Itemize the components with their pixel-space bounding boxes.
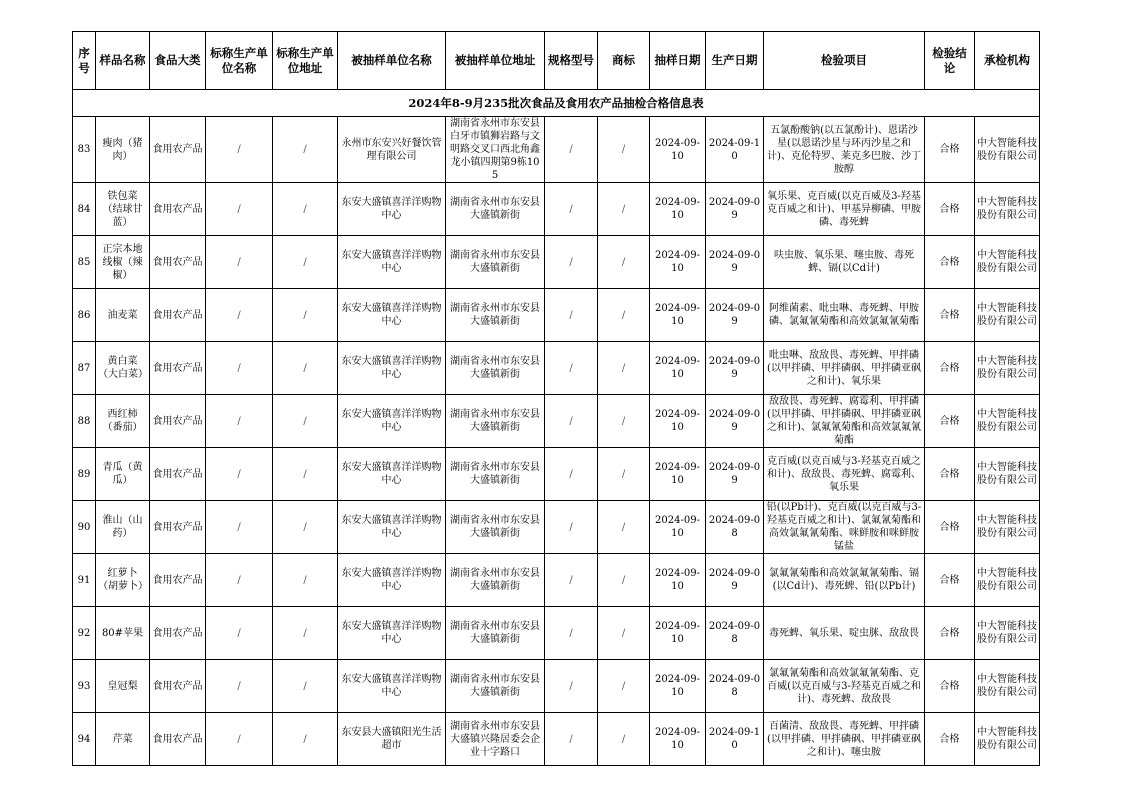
column-header: 食品大类	[150, 32, 206, 90]
cell-result: 合格	[925, 554, 975, 607]
cell-no: 94	[73, 713, 96, 766]
cell-brand: /	[598, 183, 650, 236]
cell-mfr-name: /	[206, 289, 273, 342]
cell-result: 合格	[925, 501, 975, 554]
cell-name: 皇冠梨	[96, 660, 150, 713]
cell-mfr-name: /	[206, 554, 273, 607]
cell-mfr-addr: /	[273, 183, 338, 236]
cell-sampled-name: 东安大盛镇喜洋洋购物中心	[338, 289, 446, 342]
table-row	[73, 342, 1040, 395]
cell-brand: /	[598, 289, 650, 342]
cell-items: 氯氟氰菊酯和高效氯氟氰菊酯、镉(以Cd计)、毒死蜱、铅(以Pb计)	[764, 554, 925, 607]
cell-sampled-addr: 湖南省永州市东安县大盛镇新街	[446, 236, 545, 289]
table-row	[73, 660, 1040, 713]
cell-mfr-addr: /	[273, 607, 338, 660]
cell-items: 克百威(以克百威与3-羟基克百威之和计)、敌敌畏、毒死蜱、腐霉利、氧乐果	[764, 448, 925, 501]
cell-spec: /	[545, 554, 598, 607]
cell-prod-date: 2024-09-08	[706, 660, 764, 713]
cell-mfr-name: /	[206, 236, 273, 289]
cell-sample-date: 2024-09-10	[650, 660, 706, 713]
cell-name: 油麦菜	[96, 289, 150, 342]
cell-spec: /	[545, 448, 598, 501]
cell-sampled-addr: 湖南省永州市东安县大盛镇新街	[446, 448, 545, 501]
cell-sampled-name: 东安大盛镇喜洋洋购物中心	[338, 342, 446, 395]
table-row	[73, 117, 1040, 183]
cell-sampled-name: 东安大盛镇喜洋洋购物中心	[338, 501, 446, 554]
column-header: 标称生产单位名称	[206, 32, 273, 90]
cell-items: 氯氟氰菊酯和高效氯氟氰菊酯、克百威(以克百威与3-羟基克百威之和计)、毒死蜱、敌敌畏	[764, 660, 925, 713]
cell-brand: /	[598, 117, 650, 183]
column-header: 检验结论	[925, 32, 975, 90]
column-header: 规格型号	[545, 32, 598, 90]
cell-sampled-name: 东安大盛镇喜洋洋购物中心	[338, 448, 446, 501]
cell-result: 合格	[925, 342, 975, 395]
cell-sampled-addr: 湖南省永州市东安县大盛镇新街	[446, 554, 545, 607]
column-header: 被抽样单位名称	[338, 32, 446, 90]
cell-lab: 中大智能科技股份有限公司	[975, 501, 1040, 554]
cell-sample-date: 2024-09-10	[650, 117, 706, 183]
cell-sampled-addr: 湖南省永州市东安县大盛镇兴隆居委会企业十字路口	[446, 713, 545, 766]
cell-result: 合格	[925, 660, 975, 713]
cell-name: 80#苹果	[96, 607, 150, 660]
cell-items: 铅(以Pb计)、克百威(以克百威与3-羟基克百威之和计)、氯氟氰菊酯和高效氯氟氰菊酯、咪鲜胺和咪鲜胺锰盐	[764, 501, 925, 554]
cell-sampled-name: 东安大盛镇喜洋洋购物中心	[338, 607, 446, 660]
cell-spec: /	[545, 236, 598, 289]
cell-name: 瘦肉（猪肉）	[96, 117, 150, 183]
cell-sampled-addr: 湖南省永州市东安县大盛镇新街	[446, 501, 545, 554]
cell-sampled-addr: 湖南省永州市东安县大盛镇新街	[446, 607, 545, 660]
cell-spec: /	[545, 395, 598, 448]
cell-lab: 中大智能科技股份有限公司	[975, 183, 1040, 236]
cell-sampled-name: 东安大盛镇喜洋洋购物中心	[338, 183, 446, 236]
cell-category: 食用农产品	[150, 342, 206, 395]
cell-sample-date: 2024-09-10	[650, 501, 706, 554]
cell-no: 87	[73, 342, 96, 395]
cell-mfr-name: /	[206, 660, 273, 713]
table-row	[73, 554, 1040, 607]
cell-sampled-name: 东安大盛镇喜洋洋购物中心	[338, 554, 446, 607]
cell-sampled-addr: 湖南省永州市东安县大盛镇新街	[446, 342, 545, 395]
cell-mfr-addr: /	[273, 554, 338, 607]
cell-sampled-addr: 湖南省永州市东安县白牙市镇狮岩路与文明路交叉口西北角鑫龙小镇四期第9栋105	[446, 117, 545, 183]
table-row	[73, 289, 1040, 342]
cell-lab: 中大智能科技股份有限公司	[975, 395, 1040, 448]
cell-brand: /	[598, 607, 650, 660]
column-header: 样品名称	[96, 32, 150, 90]
column-header: 序号	[73, 32, 96, 90]
cell-sampled-name: 东安大盛镇喜洋洋购物中心	[338, 236, 446, 289]
cell-sampled-addr: 湖南省永州市东安县大盛镇新街	[446, 289, 545, 342]
column-header: 生产日期	[706, 32, 764, 90]
cell-mfr-addr: /	[273, 236, 338, 289]
cell-items: 敌敌畏、毒死蜱、腐霉利、甲拌磷(以甲拌磷、甲拌磷砜、甲拌磷亚砜之和计)、氯氟氰菊酯和高效氯氟氰菊酯	[764, 395, 925, 448]
cell-name: 淮山（山药）	[96, 501, 150, 554]
cell-mfr-addr: /	[273, 660, 338, 713]
cell-sampled-addr: 湖南省永州市东安县大盛镇新街	[446, 395, 545, 448]
cell-mfr-addr: /	[273, 342, 338, 395]
cell-result: 合格	[925, 117, 975, 183]
cell-prod-date: 2024-09-09	[706, 183, 764, 236]
cell-prod-date: 2024-09-10	[706, 117, 764, 183]
cell-category: 食用农产品	[150, 289, 206, 342]
cell-sample-date: 2024-09-10	[650, 554, 706, 607]
cell-lab: 中大智能科技股份有限公司	[975, 607, 1040, 660]
cell-category: 食用农产品	[150, 448, 206, 501]
cell-sampled-addr: 湖南省永州市东安县大盛镇新街	[446, 660, 545, 713]
cell-sampled-name: 东安大盛镇喜洋洋购物中心	[338, 395, 446, 448]
cell-mfr-addr: /	[273, 501, 338, 554]
cell-name: 西红柿（番茄）	[96, 395, 150, 448]
inspection-table	[72, 31, 1040, 766]
cell-mfr-name: /	[206, 342, 273, 395]
cell-prod-date: 2024-09-09	[706, 395, 764, 448]
cell-category: 食用农产品	[150, 236, 206, 289]
cell-prod-date: 2024-09-09	[706, 342, 764, 395]
cell-prod-date: 2024-09-09	[706, 289, 764, 342]
cell-no: 83	[73, 117, 96, 183]
cell-mfr-addr: /	[273, 713, 338, 766]
cell-lab: 中大智能科技股份有限公司	[975, 289, 1040, 342]
cell-mfr-name: /	[206, 501, 273, 554]
cell-name: 青瓜（黄瓜）	[96, 448, 150, 501]
column-header: 被抽样单位地址	[446, 32, 545, 90]
cell-sample-date: 2024-09-10	[650, 448, 706, 501]
inspection-sheet	[72, 31, 1039, 766]
cell-spec: /	[545, 289, 598, 342]
cell-name: 芹菜	[96, 713, 150, 766]
cell-spec: /	[545, 342, 598, 395]
cell-spec: /	[545, 501, 598, 554]
cell-name: 黄白菜（大白菜）	[96, 342, 150, 395]
cell-mfr-addr: /	[273, 289, 338, 342]
cell-sampled-addr: 湖南省永州市东安县大盛镇新街	[446, 183, 545, 236]
column-header: 抽样日期	[650, 32, 706, 90]
cell-brand: /	[598, 236, 650, 289]
cell-mfr-name: /	[206, 713, 273, 766]
cell-lab: 中大智能科技股份有限公司	[975, 448, 1040, 501]
cell-mfr-name: /	[206, 607, 273, 660]
cell-sample-date: 2024-09-10	[650, 607, 706, 660]
cell-prod-date: 2024-09-09	[706, 554, 764, 607]
cell-prod-date: 2024-09-10	[706, 713, 764, 766]
cell-no: 88	[73, 395, 96, 448]
cell-lab: 中大智能科技股份有限公司	[975, 117, 1040, 183]
cell-no: 91	[73, 554, 96, 607]
table-title: 2024年8-9月235批次食品及食用农产品抽检合格信息表	[73, 90, 1040, 117]
column-header: 商标	[598, 32, 650, 90]
table-row	[73, 395, 1040, 448]
cell-spec: /	[545, 117, 598, 183]
column-header: 标称生产单位地址	[273, 32, 338, 90]
cell-result: 合格	[925, 448, 975, 501]
cell-mfr-addr: /	[273, 117, 338, 183]
cell-mfr-name: /	[206, 183, 273, 236]
cell-spec: /	[545, 607, 598, 660]
cell-mfr-addr: /	[273, 395, 338, 448]
cell-prod-date: 2024-09-08	[706, 607, 764, 660]
cell-sample-date: 2024-09-10	[650, 289, 706, 342]
cell-sample-date: 2024-09-10	[650, 183, 706, 236]
cell-items: 呋虫胺、氧乐果、噻虫胺、毒死蜱、镉(以Cd计)	[764, 236, 925, 289]
cell-sampled-name: 东安县大盛镇阳光生活超市	[338, 713, 446, 766]
cell-no: 86	[73, 289, 96, 342]
cell-no: 85	[73, 236, 96, 289]
cell-spec: /	[545, 713, 598, 766]
cell-category: 食用农产品	[150, 183, 206, 236]
table-row	[73, 713, 1040, 766]
table-row	[73, 607, 1040, 660]
cell-mfr-name: /	[206, 117, 273, 183]
cell-no: 92	[73, 607, 96, 660]
cell-sample-date: 2024-09-10	[650, 342, 706, 395]
cell-category: 食用农产品	[150, 501, 206, 554]
cell-lab: 中大智能科技股份有限公司	[975, 713, 1040, 766]
cell-brand: /	[598, 713, 650, 766]
cell-category: 食用农产品	[150, 713, 206, 766]
cell-items: 五氯酚酸钠(以五氯酚计)、恩诺沙星(以恩诺沙星与环丙沙星之和计)、克伦特罗、莱克多巴胺、沙丁胺醇	[764, 117, 925, 183]
cell-sampled-name: 东安大盛镇喜洋洋购物中心	[338, 660, 446, 713]
cell-mfr-name: /	[206, 395, 273, 448]
cell-category: 食用农产品	[150, 554, 206, 607]
cell-name: 正宗本地线椒（辣椒）	[96, 236, 150, 289]
cell-category: 食用农产品	[150, 117, 206, 183]
cell-brand: /	[598, 448, 650, 501]
cell-sample-date: 2024-09-10	[650, 395, 706, 448]
cell-lab: 中大智能科技股份有限公司	[975, 236, 1040, 289]
cell-brand: /	[598, 342, 650, 395]
cell-result: 合格	[925, 183, 975, 236]
cell-brand: /	[598, 554, 650, 607]
cell-sample-date: 2024-09-10	[650, 713, 706, 766]
table-row	[73, 501, 1040, 554]
cell-result: 合格	[925, 713, 975, 766]
cell-result: 合格	[925, 236, 975, 289]
cell-items: 毒死蜱、氧乐果、啶虫脒、敌敌畏	[764, 607, 925, 660]
cell-category: 食用农产品	[150, 395, 206, 448]
column-header: 承检机构	[975, 32, 1040, 90]
cell-sampled-name: 永州市东安兴好餐饮管理有限公司	[338, 117, 446, 183]
cell-no: 84	[73, 183, 96, 236]
cell-prod-date: 2024-09-09	[706, 236, 764, 289]
table-row	[73, 448, 1040, 501]
cell-spec: /	[545, 183, 598, 236]
cell-mfr-addr: /	[273, 448, 338, 501]
table-row	[73, 236, 1040, 289]
cell-items: 阿维菌素、吡虫啉、毒死蜱、甲胺磷、氯氟氰菊酯和高效氯氟氰菊酯	[764, 289, 925, 342]
cell-items: 百菌清、敌敌畏、毒死蜱、甲拌磷(以甲拌磷、甲拌磷砜、甲拌磷亚砜之和计)、噻虫胺	[764, 713, 925, 766]
cell-result: 合格	[925, 395, 975, 448]
cell-spec: /	[545, 660, 598, 713]
cell-sample-date: 2024-09-10	[650, 236, 706, 289]
cell-category: 食用农产品	[150, 607, 206, 660]
cell-name: 铁包菜（结球甘蓝）	[96, 183, 150, 236]
column-header: 检验项目	[764, 32, 925, 90]
cell-no: 89	[73, 448, 96, 501]
cell-items: 吡虫啉、敌敌畏、毒死蜱、甲拌磷(以甲拌磷、甲拌磷砜、甲拌磷亚砜之和计)、氧乐果	[764, 342, 925, 395]
cell-prod-date: 2024-09-09	[706, 448, 764, 501]
table-row	[73, 183, 1040, 236]
cell-result: 合格	[925, 607, 975, 660]
cell-no: 93	[73, 660, 96, 713]
cell-category: 食用农产品	[150, 660, 206, 713]
cell-result: 合格	[925, 289, 975, 342]
table-body	[73, 117, 1040, 766]
cell-brand: /	[598, 501, 650, 554]
cell-name: 红萝卜（胡萝卜）	[96, 554, 150, 607]
cell-brand: /	[598, 660, 650, 713]
cell-lab: 中大智能科技股份有限公司	[975, 660, 1040, 713]
cell-prod-date: 2024-09-08	[706, 501, 764, 554]
cell-no: 90	[73, 501, 96, 554]
cell-items: 氧乐果、克百威(以克百威及3-羟基克百威之和计)、甲基异柳磷、甲胺磷、毒死蜱	[764, 183, 925, 236]
cell-brand: /	[598, 395, 650, 448]
cell-mfr-name: /	[206, 448, 273, 501]
title-section	[73, 90, 1040, 117]
cell-lab: 中大智能科技股份有限公司	[975, 554, 1040, 607]
cell-lab: 中大智能科技股份有限公司	[975, 342, 1040, 395]
table-header	[73, 32, 1040, 90]
